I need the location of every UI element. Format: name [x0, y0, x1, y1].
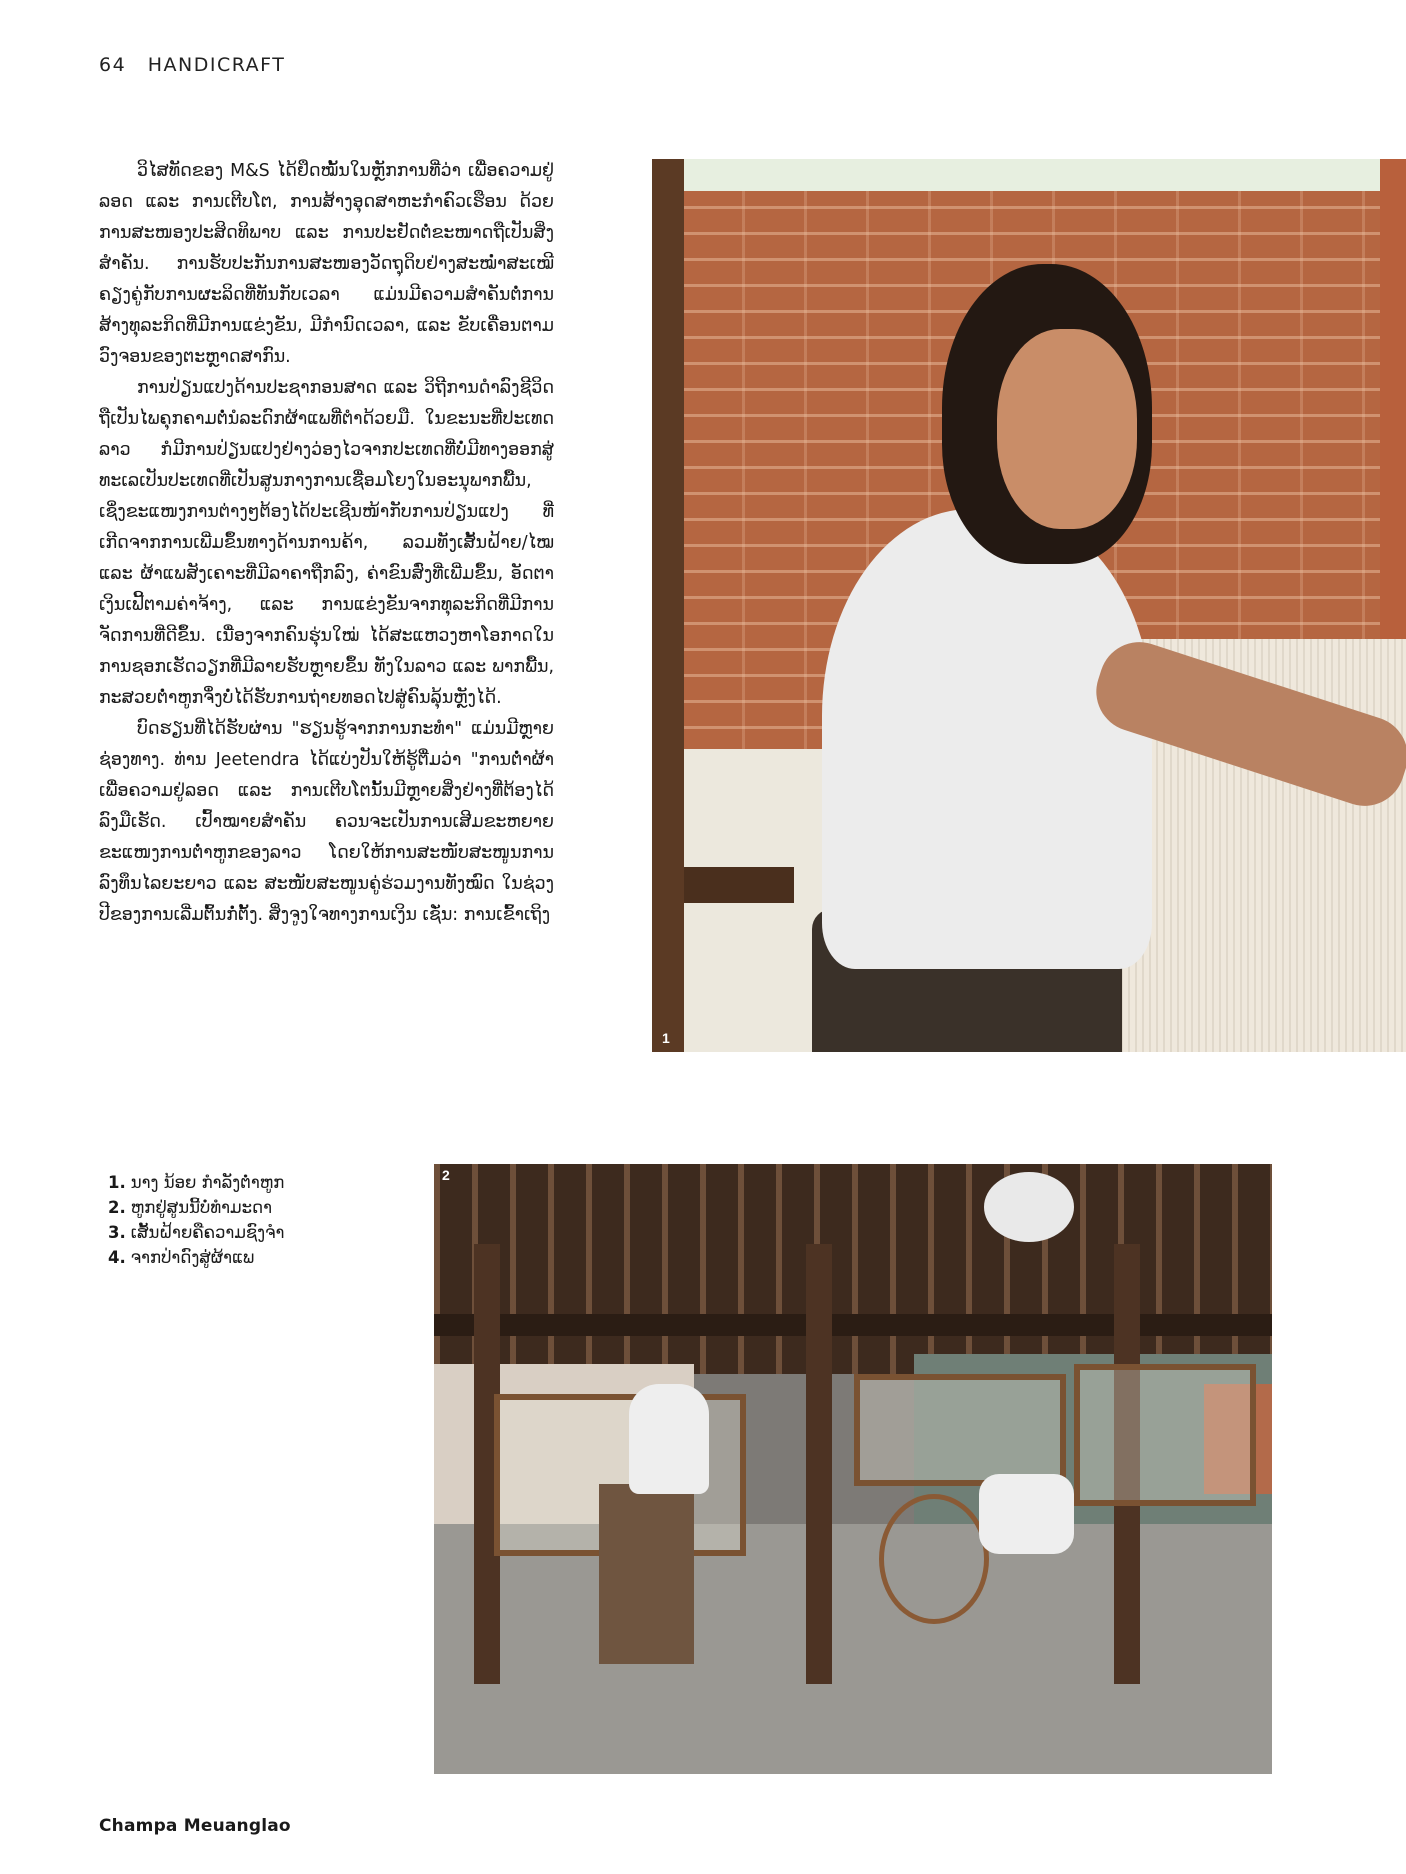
- caption-number: 2.: [108, 1198, 126, 1217]
- caption-item: [108, 1170, 284, 1195]
- article-paragraph: ວິໄສທັດຂອງ M&S ໄດ້ຢຶດໝັ້ນໃນຫຼັກການທີ່ວ່າ ເພື່ອຄວາມຢູ່ລອດ ແລະ ການເຕີບໂຕ, ການສ້າງອຸດສາຫະກຳຄົວເຮືອນ ດ້ວຍການສະໜອງປະສິດທິພາບ ແລະ ການປະຢັດຕໍ່ຂະໜາດຖືເປັນສິ່ງສຳຄັນ. ການຮັບປະກັນການສະໜອງວັດຖຸດິບຢ່າງສະໝໍ່າສະເໝີ ຄຽງຄູ່ກັບການຜະລິດທີ່ທັນກັບເວລາ ແມ່ນມີຄວາມສຳຄັນຕໍ່ການສ້າງທຸລະກິດທີ່ມີການແຂ່ງຂັນ, ມີກຳນົດເວລາ, ແລະ ຂັບເຄື່ອນຕາມວົງຈອນຂອງຕະຫຼາດສາກົນ.: [99, 161, 554, 367]
- page-header: [99, 54, 285, 76]
- caption-text: ຫູກຢູ່ສູນນີ້ບໍ່ທຳມະດາ: [130, 1198, 272, 1217]
- article-paragraph: ການປ່ຽນແປງດ້ານປະຊາກອນສາດ ແລະ ວິຖີການດຳລົງຊີວິດ ຖືເປັນໄພຄຸກຄາມຕໍ່ນໍລະດົກຜ້າແພທີ່ຕຳດ້ວຍມື. ໃນຂະນະທີ່ປະເທດລາວ ກໍມີການປ່ຽນແປງຢ່າງວ່ອງໄວຈາກປະເທດທີ່ບໍ່ມີທາງອອກສູ່ທະເລເປັນປະເທດທີ່ເປັນສູນກາງການເຊື່ອມໂຍງໃນອະນຸພາກພື້ນ, ເຊິ່ງຂະແໜງການຕ່າງໆຕ້ອງໄດ້ປະເຊີນໜ້າກັບການປ່ຽນແປງ ທີ່ເກີດຈາກການເພີ່ມຂຶ້ນທາງດ້ານການຄ້າ, ລວມທັງເສັ້ນຝ້າຍ/ໄໝ ແລະ ຜ້າແພສັງເຄາະທີ່ມີລາຄາຖືກລົງ, ຄ່າຂົນສົ່ງທີ່ເພີ່ມຂຶ້ນ, ອັດຕາເງິນເຟີ້ຕາມຄ່າຈ້າງ, ແລະ ການແຂ່ງຂັນຈາກທຸລະກິດທີ່ມີການຈັດການທີ່ດີຂຶ້ນ. ເນື່ອງຈາກຄົນຮຸ່ນໃໝ່ ໄດ້ສະແຫວງຫາໂອກາດໃນການຊອກເຮັດວຽກທີ່ມີລາຍຮັບຫຼາຍຂຶ້ນ ທັງໃນລາວ ແລະ ພາກພື້ນ, ກະສວຍຕ່ຳຫູກຈຶ່ງບໍ່ໄດ້ຮັບການຖ່າຍທອດໄປສູ່ຄົນລຸ້ນຫຼັງໄດ້.: [99, 378, 554, 708]
- concrete-floor: [434, 1524, 1272, 1774]
- roof-beam: [434, 1314, 1272, 1336]
- loom-post: [652, 159, 684, 1052]
- caption-number: 3.: [108, 1223, 126, 1242]
- ceiling-fan: [984, 1172, 1074, 1242]
- weaver-shirt: [822, 509, 1152, 969]
- caption-item: [108, 1245, 284, 1270]
- photo-number: 1: [662, 1030, 670, 1046]
- caption-item: [108, 1195, 284, 1220]
- caption-text: ຈາກປ່າດົງສູ່ຜ້າແພ: [130, 1248, 255, 1267]
- wooden-post: [806, 1244, 832, 1684]
- wooden-roof: [434, 1164, 1272, 1374]
- weaver-skirt: [599, 1484, 694, 1664]
- loom-bar: [684, 867, 794, 903]
- photo-number: 2: [442, 1167, 450, 1183]
- weaver-face: [997, 329, 1137, 529]
- photo-weaving-hall: [434, 1164, 1272, 1774]
- section-title: HANDICRAFT: [147, 54, 286, 76]
- article-paragraph: ບົດຮຽນທີ່ໄດ້ຮັບຜ່ານ "ຮຽນຮູ້ຈາກການກະທຳ" ແມ່ນມີຫຼາຍຊ່ອງທາງ. ທ່ານ Jeetendra ໄດ້ແບ່ງປັນໃຫ້ຮູ້ຕື່ມວ່າ "ການຕ່ຳຜ້າເພື່ອຄວາມຢູ່ລອດ ແລະ ການເຕີບໂຕນັ້ນມີຫຼາຍສິ່ງຢ່າງທີ່ຕ້ອງໄດ້ລົງມືເຮັດ. ເປົ້າໝາຍສຳຄັນ ຄວນຈະເປັນການເສີມຂະຫຍາຍຂະແໜງການຕ່ຳຫູກຂອງລາວ ໂດຍໃຫ້ການສະໜັບສະໜູນການລົງທຶນໄລຍະຍາວ ແລະ ສະໜັບສະໜູນຄູ່ຮ່ວມງານທັງໝົດ ໃນຊ່ວງປີຂອງການເລີ່ມຕົ້ນກໍ່ຕັ້ງ. ສິ່ງຈູງໃຈທາງການເງິນ ເຊັ່ນ: ການເຂົ້າເຖິງ: [99, 719, 554, 925]
- page-number: 64: [99, 54, 127, 76]
- photo-captions: [108, 1170, 284, 1270]
- weaver-shirt: [629, 1384, 709, 1494]
- publication-name: Champa Meuanglao: [99, 1816, 291, 1836]
- caption-text: ເສັ້ນຝ້າຍຄືຄວາມຊົງຈຳ: [130, 1223, 285, 1242]
- photo-weaver-at-loom: [652, 159, 1406, 1052]
- article-body: [99, 156, 554, 931]
- spinning-wheel: [879, 1494, 989, 1624]
- caption-number: 1.: [108, 1173, 126, 1192]
- loom: [854, 1374, 1066, 1486]
- caption-number: 4.: [108, 1248, 126, 1267]
- spinner-shirt: [979, 1474, 1074, 1554]
- caption-item: [108, 1220, 284, 1245]
- loom: [1074, 1364, 1256, 1506]
- caption-text: ນາງ ນ້ອຍ ກຳລັງຕ່ຳຫູກ: [130, 1173, 285, 1192]
